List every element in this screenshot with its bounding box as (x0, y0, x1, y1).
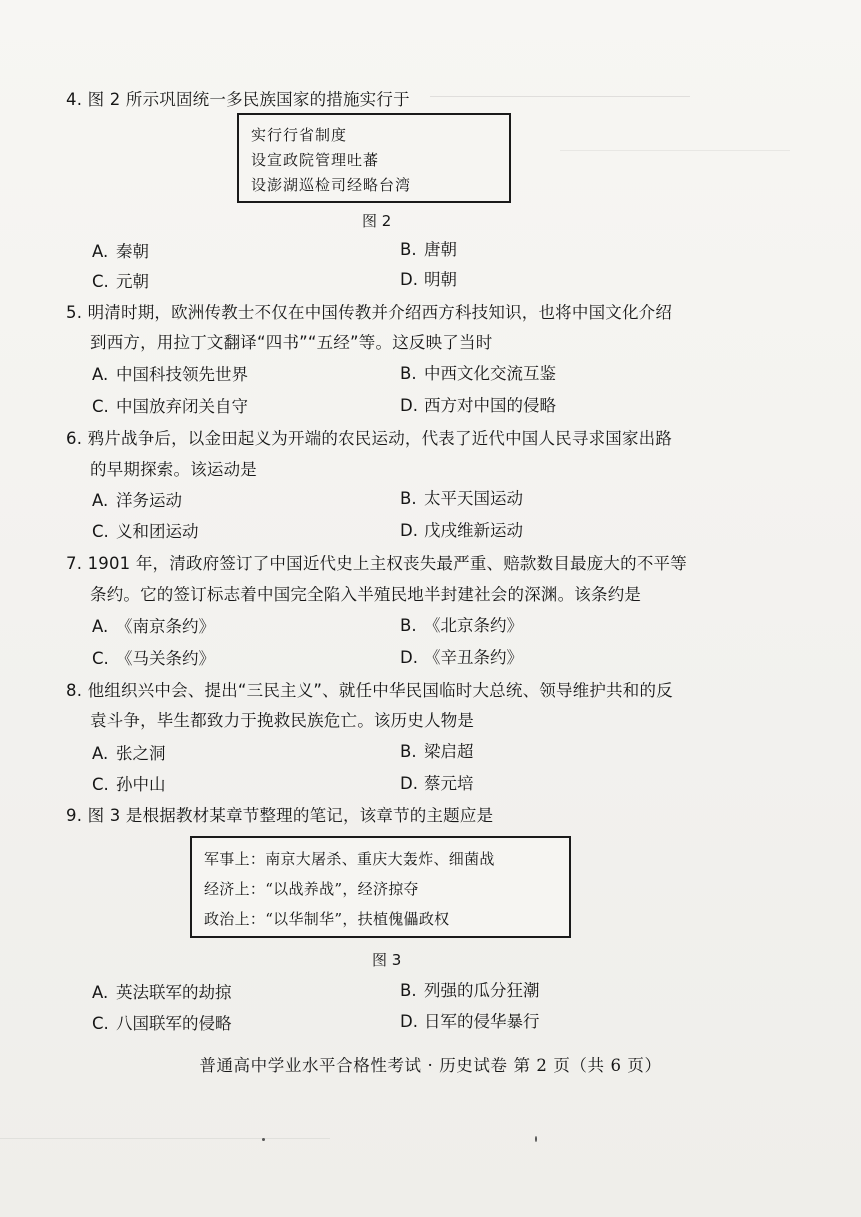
q5-stem-line2: 到西方，用拉丁文翻译“四书”“五经”等。这反映了当时 (90, 333, 493, 352)
q7-option-b[interactable]: B. 《北京条约》 (400, 616, 523, 635)
q8-option-c[interactable]: C. 孙中山 (92, 775, 166, 794)
q4-option-d[interactable]: D. 明朝 (400, 270, 457, 289)
q5-option-a[interactable]: A. 中国科技领先世界 (92, 365, 248, 384)
q9-option-b[interactable]: B. 列强的瓜分狂潮 (400, 981, 540, 1000)
q8-option-a[interactable]: A. 张之洞 (92, 744, 166, 763)
figure-3-line: 军事上：南京大屠杀、重庆大轰炸、细菌战 (204, 850, 495, 868)
figure-3-line: 政治上：“以华制华”，扶植傀儡政权 (204, 910, 450, 928)
q9-option-d[interactable]: D. 日军的侵华暴行 (400, 1012, 540, 1031)
q9-option-c[interactable]: C. 八国联军的侵略 (92, 1014, 232, 1033)
q7-option-c[interactable]: C. 《马关条约》 (92, 649, 215, 668)
q6-option-a[interactable]: A. 洋务运动 (92, 491, 182, 510)
figure-3-line: 经济上：“以战养战”，经济掠夺 (204, 880, 419, 898)
q5-option-d[interactable]: D. 西方对中国的侵略 (400, 396, 556, 415)
scan-speck (262, 1138, 265, 1141)
q6-stem-line1: 6. 鸦片战争后，以金田起义为开端的农民运动，代表了近代中国人民寻求国家出路 (66, 429, 673, 448)
q8-stem-line2: 袁斗争，毕生都致力于挽救民族危亡。该历史人物是 (90, 711, 475, 730)
q4-stem: 4. 图 2 所示巩固统一多民族国家的措施实行于 (66, 90, 410, 109)
q6-option-d[interactable]: D. 戊戌维新运动 (400, 521, 523, 540)
q5-stem-line1: 5. 明清时期，欧洲传教士不仅在中国传教并介绍西方科技知识，也将中国文化介绍 (66, 303, 673, 322)
q7-stem-line2: 条约。它的签订标志着中国完全陷入半殖民地半封建社会的深渊。该条约是 (90, 585, 642, 604)
scan-artifact-line (0, 1138, 330, 1139)
figure-3-caption: 图 3 (372, 951, 402, 969)
q7-option-a[interactable]: A. 《南京条约》 (92, 617, 215, 636)
q6-option-b[interactable]: B. 太平天国运动 (400, 489, 523, 508)
q9-stem: 9. 图 3 是根据教材某章节整理的笔记，该章节的主题应是 (66, 806, 494, 825)
q4-option-b[interactable]: B. 唐朝 (400, 240, 457, 259)
page-footer: 普通高中学业水平合格性考试 · 历史试卷 第 2 页（共 6 页） (199, 1056, 662, 1075)
figure-2-line: 设宣政院管理吐蕃 (251, 151, 380, 169)
figure-2-box (237, 113, 511, 203)
scan-artifact-line (430, 96, 690, 97)
q4-option-c[interactable]: C. 元朝 (92, 272, 149, 291)
q7-option-d[interactable]: D. 《辛丑条约》 (400, 648, 523, 667)
q5-option-b[interactable]: B. 中西文化交流互鉴 (400, 364, 556, 383)
scan-speck (535, 1136, 537, 1142)
q9-option-a[interactable]: A. 英法联军的劫掠 (92, 983, 232, 1002)
q8-stem-line1: 8. 他组织兴中会、提出“三民主义”、就任中华民国临时大总统、领导维护共和的反 (66, 681, 673, 700)
q5-option-c[interactable]: C. 中国放弃闭关自守 (92, 397, 248, 416)
q8-option-d[interactable]: D. 蔡元培 (400, 774, 474, 793)
figure-2-line: 实行行省制度 (251, 126, 348, 144)
scan-artifact-line (560, 150, 790, 151)
q6-option-c[interactable]: C. 义和团运动 (92, 522, 199, 541)
q8-option-b[interactable]: B. 梁启超 (400, 742, 474, 761)
figure-2-caption: 图 2 (362, 212, 392, 230)
figure-2-line: 设澎湖巡检司经略台湾 (251, 176, 412, 194)
figure-3-box (190, 836, 571, 938)
q6-stem-line2: 的早期探索。该运动是 (90, 460, 257, 479)
q7-stem-line1: 7. 1901 年，清政府签订了中国近代史上主权丧失最严重、赔款数目最庞大的不平等 (66, 554, 687, 573)
q4-option-a[interactable]: A. 秦朝 (92, 242, 149, 261)
